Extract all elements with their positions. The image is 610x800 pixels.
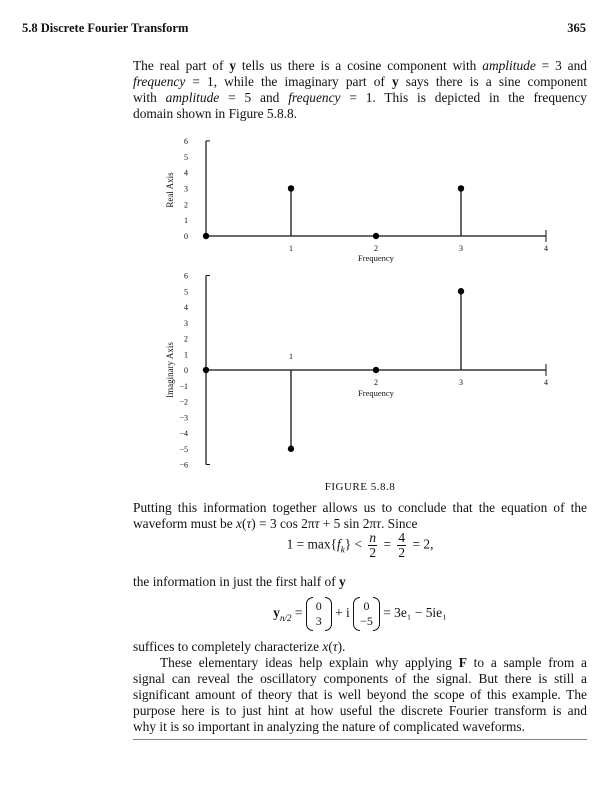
text-segment: The real part of	[133, 58, 230, 73]
y-tick-label: 0	[184, 366, 188, 375]
text-segment: = 1, while the imaginary part of	[185, 74, 392, 89]
y-tick-label: −2	[179, 397, 188, 407]
text-segment: τ	[314, 516, 320, 531]
vector-entry: −5	[360, 614, 373, 628]
text-segment: = 1. This is depicted in the frequency	[340, 90, 587, 105]
text-segment: domain shown in Figure 5.8.8.	[133, 106, 298, 121]
x-tick-label: 3	[459, 378, 463, 387]
text-segment: τ	[246, 516, 252, 531]
text-segment: x	[236, 516, 242, 531]
running-header-section: 5.8 Discrete Fourier Transform	[22, 21, 189, 35]
eq2-sub: n/2	[279, 612, 292, 623]
text-line	[133, 655, 587, 671]
data-point	[458, 288, 464, 294]
text-segment: with	[133, 90, 166, 105]
vector-entry: 0	[315, 599, 322, 613]
y-tick-label: 5	[184, 152, 188, 162]
text-segment: ) = 3 cos 2π	[251, 516, 315, 531]
y-tick-label: 0	[184, 232, 188, 241]
denominator: 2	[398, 545, 406, 560]
text-segment: ).	[337, 639, 346, 654]
vector-imag	[353, 599, 380, 629]
page-number: 365	[567, 21, 586, 35]
text-segment: purpose here is to just hint at how useful the discrete Fourier transform is and	[133, 703, 587, 718]
x-tick-label: 1	[289, 352, 293, 361]
x-tick-label: 3	[459, 244, 463, 253]
text-segment: y	[391, 74, 399, 89]
data-point	[458, 185, 464, 191]
data-point	[203, 233, 209, 239]
text-segment: = 5 and	[219, 90, 289, 105]
y-tick-label: −5	[179, 444, 188, 454]
eq1-rhs: = 2,	[412, 536, 434, 552]
text-line	[133, 703, 587, 719]
x-tick-label: 2	[374, 378, 378, 387]
x-tick-label: 4	[544, 378, 548, 387]
y-tick-label: −3	[179, 413, 188, 423]
text-line	[133, 671, 587, 687]
text-segment: amplitude	[482, 58, 536, 73]
data-point	[288, 185, 294, 191]
text-line	[133, 687, 587, 703]
y-tick-label: −6	[179, 460, 188, 470]
text-segment: τ	[376, 516, 381, 531]
y-tick-label: 6	[184, 271, 188, 281]
eq1-f: f	[337, 536, 341, 552]
y-tick-label: 4	[184, 168, 188, 178]
eq1-mid: } <	[344, 536, 363, 552]
text-line	[133, 574, 587, 590]
x-tick-label: 2	[374, 244, 378, 253]
bottom-rule	[133, 739, 587, 740]
text-segment: amplitude	[165, 90, 220, 105]
eq2-plus-i: + i	[335, 605, 350, 621]
y-tick-label: 3	[184, 184, 188, 194]
y-tick-label: 5	[184, 287, 188, 297]
eq2-rhs: = 3e₁ − 5ie₁	[383, 605, 447, 621]
text-line	[133, 719, 587, 735]
text-segment: = 3 and	[535, 58, 588, 73]
text-segment: suffices to completely characterize	[133, 639, 323, 654]
x-axis-label: Frequency	[358, 388, 394, 398]
text-segment: τ	[332, 639, 338, 654]
text-segment: + 5 sin 2π	[319, 516, 377, 531]
text-segment: says there is a sine component	[398, 74, 587, 89]
y-tick-label: 1	[184, 216, 188, 226]
text-segment: F	[458, 655, 467, 670]
data-point	[373, 233, 379, 239]
eq2-equals: =	[294, 605, 303, 621]
text-segment: Putting this information together allows us to conclude that the equation of the	[133, 500, 587, 515]
numerator: 4	[398, 530, 406, 545]
text-segment: y	[229, 58, 237, 73]
y-tick-label: −1	[179, 381, 188, 391]
text-segment: the information in just the first half of	[133, 574, 340, 589]
denominator: 2	[369, 545, 377, 560]
eq1-equals: =	[383, 536, 392, 552]
text-segment: significant amount of theory that is well beyond the scope of this example. The	[133, 687, 587, 702]
vector-real	[306, 599, 332, 629]
x-axis-label: Frequency	[358, 253, 394, 263]
y-tick-label: 2	[184, 200, 188, 210]
text-segment: y	[339, 574, 346, 589]
y-axis-label: Imaginary Axis	[165, 342, 175, 398]
equation-max-frequency	[133, 531, 587, 560]
fraction-4-over-2	[397, 531, 406, 560]
vector-entry: 3	[315, 614, 322, 628]
vector-entry: 0	[363, 599, 370, 613]
text-segment: (	[241, 516, 247, 531]
fraction-n-over-2	[368, 531, 377, 560]
equation-y-half	[133, 599, 587, 629]
numerator: n	[369, 530, 377, 545]
x-tick-label: 1	[289, 244, 293, 253]
chart-imaginary	[165, 272, 548, 470]
text-line	[133, 516, 587, 532]
text-segment: . Since	[380, 516, 418, 531]
eq1-k: k	[340, 544, 345, 555]
eq2-y: y	[273, 605, 280, 621]
y-tick-label: 6	[184, 136, 188, 146]
text-segment: x	[322, 639, 329, 654]
text-segment: frequency	[133, 74, 186, 89]
data-point	[288, 446, 294, 452]
x-tick-label: 4	[544, 244, 548, 253]
text-segment: to a sample from a	[466, 655, 587, 670]
data-point	[203, 367, 209, 373]
text-segment: frequency	[288, 90, 341, 105]
text-segment: why it is so important in analyzing the nature of complicated waveforms.	[133, 719, 525, 734]
y-axis-label: Real Axis	[165, 172, 175, 208]
data-point	[373, 367, 379, 373]
y-tick-label: 3	[184, 318, 188, 328]
text-segment: These elementary ideas help explain why applying	[160, 655, 459, 670]
text-line	[133, 639, 587, 655]
eq1-lhs: 1 = max{	[286, 536, 337, 552]
y-tick-label: 1	[184, 350, 188, 360]
text-segment: waveform must be	[133, 516, 237, 531]
y-tick-label: 2	[184, 334, 188, 344]
text-segment: signal can reveal the oscillatory components of the signal. But there is still a	[133, 671, 587, 686]
text-line	[133, 500, 587, 516]
figure-caption: FIGURE 5.8.8	[324, 481, 396, 493]
text-segment: (	[328, 639, 333, 654]
y-tick-label: −4	[179, 429, 188, 438]
text-segment: tells us there is a cosine component with	[236, 58, 483, 73]
y-tick-label: 4	[184, 303, 188, 312]
chart-real	[165, 137, 548, 263]
